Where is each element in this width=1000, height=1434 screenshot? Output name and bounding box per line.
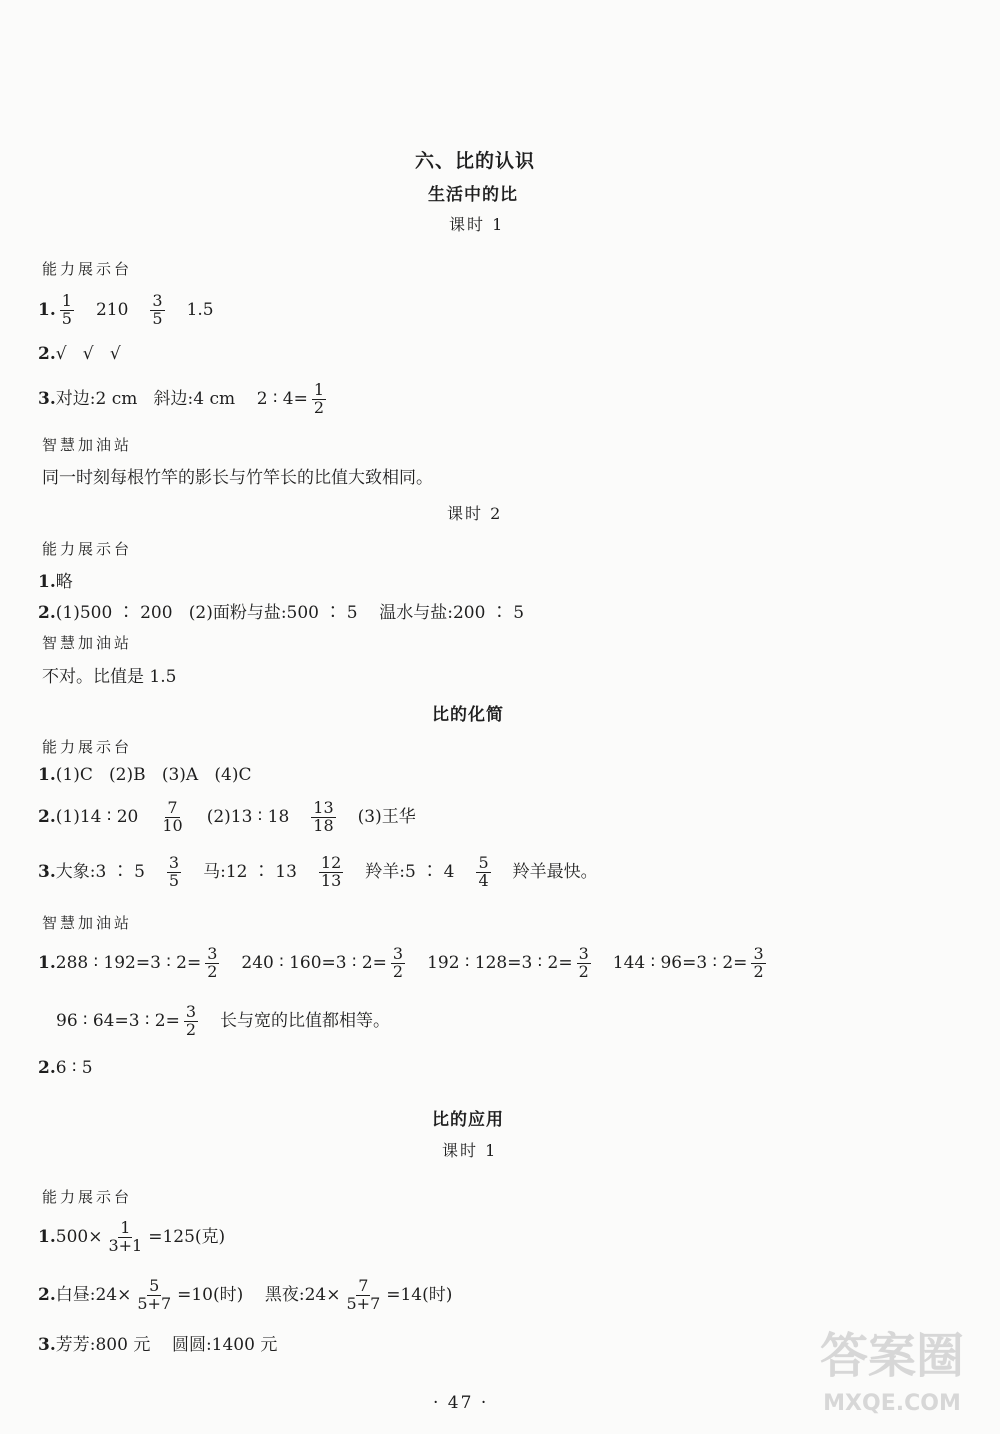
answer-line: 1.略: [38, 572, 73, 592]
lesson-title: 课时 1: [442, 1141, 498, 1160]
watermark-en: MXQE.COM: [823, 1391, 961, 1416]
answer-line: 2.(1)14 ∶ 20 $\frac{7}{10}$ (2)13 ∶ 18 $\frac{13}{18}$ (3)王华: [38, 798, 416, 835]
answer-line: 1.(1)C (2)B (3)A (4)C: [38, 765, 252, 785]
answer-line: 1.500× $\frac{1}{3+1}$ =125(克): [38, 1218, 226, 1255]
section-label-wisdom: 智慧加油站: [42, 914, 133, 932]
section-label-ability: 能力展示台: [42, 1188, 133, 1206]
answer-line: 3.对边:2 cm 斜边:4 cm 2 ∶ 4= $\frac{1}{2}$: [38, 380, 325, 417]
page-number: · 47 ·: [433, 1393, 489, 1413]
fraction: $\frac{3}{2}$: [207, 944, 218, 981]
fraction: $\frac{3}{2}$: [392, 944, 404, 981]
answer-line: 2.(1)500 ∶ 200 (2)面粉与盐:500 ∶ 5 温水与盐:200 ∶ 5: [38, 603, 525, 623]
fraction: $\frac{1}{5}$: [61, 291, 72, 328]
answer-line: 2.白昼:24× $\frac{5}{5+7}$ =10(时) 黑夜:24× $\frac{7}{5+7}$ =14(时): [38, 1276, 453, 1313]
section-label-ability: 能力展示台: [42, 260, 133, 278]
fraction: $\frac{7}{5+7}$: [346, 1276, 381, 1313]
answer-line: 96 ∶ 64=3 ∶ 2= $\frac{3}{2}$ 长与宽的比值都相等。: [56, 1002, 391, 1039]
fraction: $\frac{7}{10}$: [162, 798, 183, 835]
fraction: $\frac{1}{2}$: [313, 380, 325, 417]
watermark-cn: 答案圈: [819, 1328, 965, 1384]
section-title: 生活中的比: [428, 185, 518, 205]
answer-line: 1.288 ∶ 192=3 ∶ 2= $\frac{3}{2}$ 240 ∶ 160=3 ∶ 2= $\frac{3}{2}$ 192 ∶ 128=3 ∶ 2= $\frac{3}{2}$ 144 ∶ 96=3 ∶ 2= $\frac{3}{2}$: [38, 944, 764, 981]
answer-line: 不对。比值是 1.5: [42, 667, 177, 687]
fraction: $\frac{3}{2}$: [753, 944, 764, 981]
section-label-wisdom: 智慧加油站: [42, 436, 133, 454]
fraction: $\frac{13}{18}$: [313, 798, 334, 835]
fraction: $\frac{3}{2}$: [578, 944, 589, 981]
lesson-title: 课时 2: [447, 504, 503, 523]
answer-line: 1. $\frac{1}{5}$ 210 $\frac{3}{5}$ 1.5: [38, 291, 214, 328]
answer-line: 2.6 ∶ 5: [38, 1058, 93, 1078]
section-label-wisdom: 智慧加油站: [42, 634, 133, 652]
section-label-ability: 能力展示台: [42, 738, 133, 756]
chapter-title: 六、比的认识: [415, 150, 536, 172]
fraction: $\frac{3}{5}$: [152, 291, 163, 328]
watermark: [802, 1312, 982, 1422]
section-title: 比的化简: [432, 705, 504, 725]
answer-line: 同一时刻每根竹竿的影长与竹竿长的比值大致相同。: [42, 468, 433, 488]
answer-line: 3.大象:3 ∶ 5 $\frac{3}{5}$ 马:12 ∶ 13 $\frac{12}{13}$ 羚羊:5 ∶ 4 $\frac{5}{4}$ 羚羊最快。: [38, 853, 598, 890]
answer-line: 2.√ √ √: [38, 344, 121, 364]
lesson-title: 课时 1: [449, 215, 505, 234]
section-label-ability: 能力展示台: [42, 540, 133, 558]
fraction: $\frac{1}{3+1}$: [108, 1218, 143, 1255]
fraction: $\frac{5}{4}$: [478, 853, 489, 890]
fraction: $\frac{5}{5+7}$: [137, 1276, 172, 1313]
fraction: $\frac{3}{5}$: [168, 853, 180, 890]
fraction: $\frac{3}{2}$: [185, 1002, 197, 1039]
answer-line: 3.芳芳:800 元 圆圆:1400 元: [38, 1335, 278, 1355]
fraction: $\frac{12}{13}$: [320, 853, 342, 890]
section-title: 比的应用: [432, 1110, 504, 1130]
